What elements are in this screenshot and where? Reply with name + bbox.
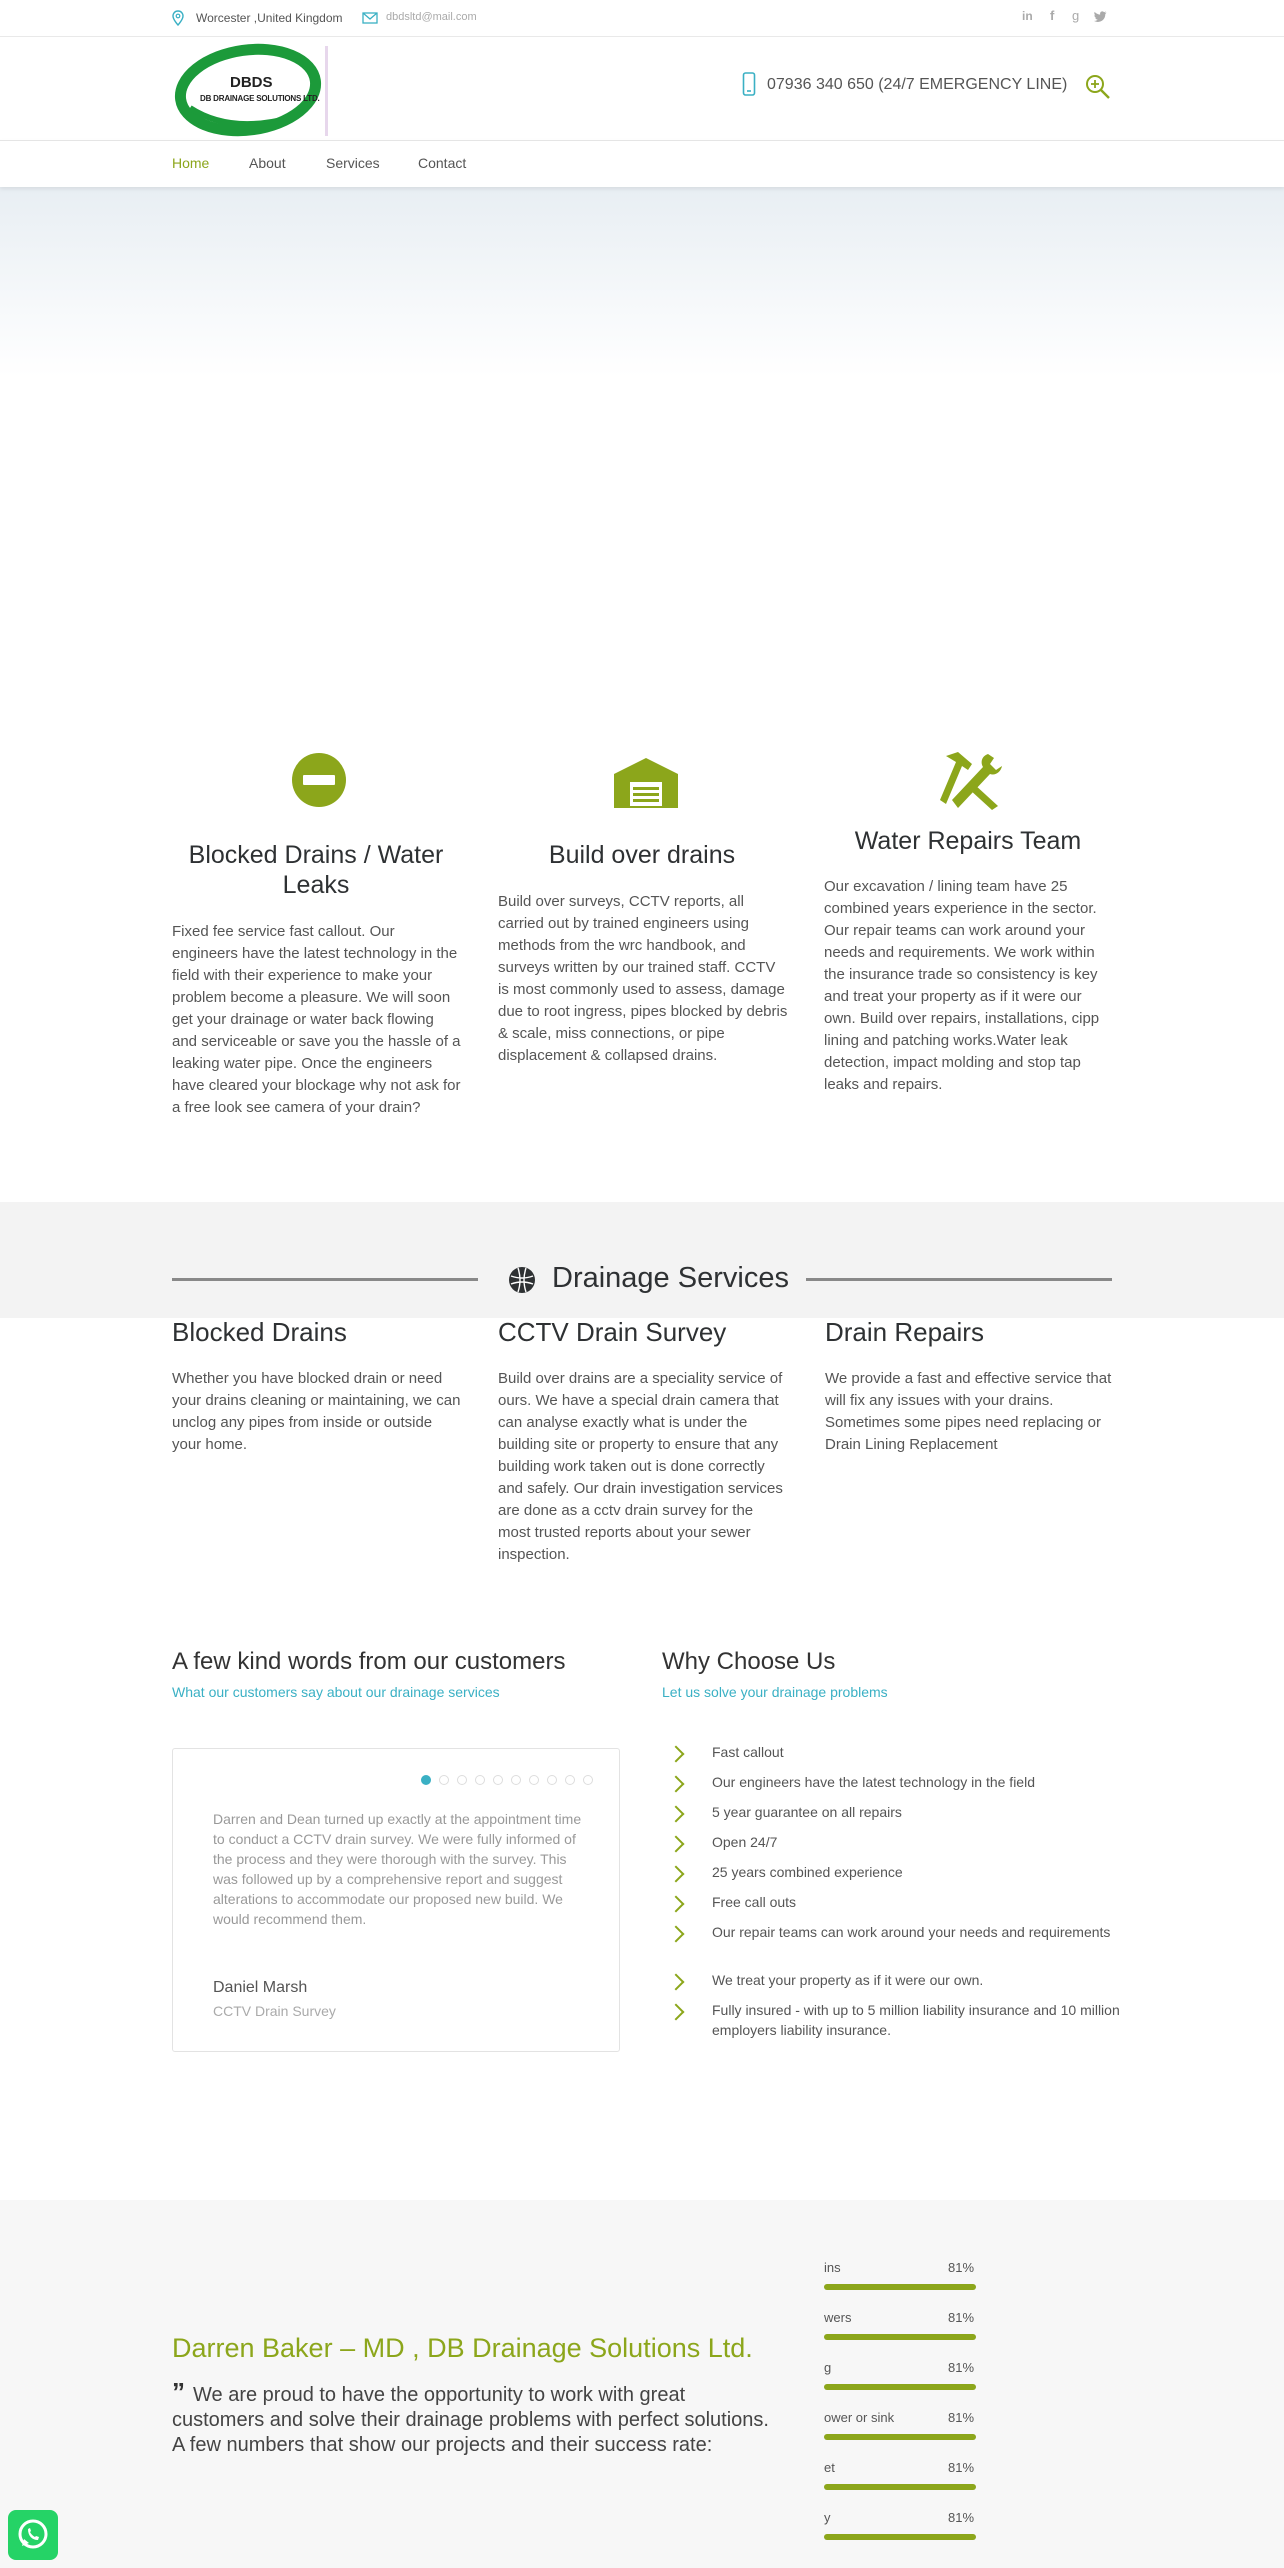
- google-plus-icon[interactable]: g: [1072, 8, 1080, 23]
- stat-bar-fill: [824, 2534, 976, 2540]
- garage-icon: [612, 756, 680, 810]
- why-title: Why Choose Us: [662, 1648, 836, 1675]
- testimonial-card: [172, 1748, 620, 2052]
- chevron-right-icon: [668, 1926, 685, 1943]
- stat-bar-fill: [824, 2484, 976, 2490]
- feature-text-blocked-drains: Fixed fee service fast callout. Our engineers have the latest technology in the field with their experience to make your problem become a pleasure. We will soon get your drainage or water back flowing and serviceable or save you the hassle of a leaking water pipe. Once the engineers have cleared your blockage why not ask for a free look see camera of your drain?: [172, 923, 461, 1116]
- nav-item-contact[interactable]: Contact: [418, 155, 467, 171]
- twitter-icon[interactable]: [1094, 11, 1107, 22]
- stat-bar-track: [824, 2284, 976, 2290]
- chevron-right-icon: [668, 1746, 685, 1763]
- stat-label: ins: [824, 2260, 841, 2275]
- carousel-dot[interactable]: [475, 1775, 485, 1785]
- stat-bar-track: [824, 2534, 976, 2540]
- why-list-item: We treat your property as if it were our own.: [712, 1972, 984, 1988]
- stat-percent: 81%: [948, 2410, 975, 2425]
- stat-label: et: [824, 2460, 835, 2475]
- stat-label: y: [824, 2510, 831, 2525]
- chevron-right-icon: [668, 1866, 685, 1883]
- stat-percent: 81%: [948, 2460, 975, 2475]
- stat-percent: 81%: [948, 2260, 975, 2275]
- search-icon[interactable]: [1085, 74, 1111, 100]
- carousel-dot[interactable]: [511, 1775, 521, 1785]
- chevron-right-icon: [668, 2004, 685, 2021]
- hero-banner: [0, 187, 1284, 377]
- top-bar: [0, 0, 1284, 37]
- nav-item-about[interactable]: About: [249, 155, 286, 171]
- stat-percent: 81%: [948, 2310, 975, 2325]
- carousel-dot[interactable]: [529, 1775, 539, 1785]
- carousel-dot[interactable]: [547, 1775, 557, 1785]
- location-pin-icon: [172, 10, 184, 26]
- service-title-cctv: CCTV Drain Survey: [498, 1317, 727, 1347]
- feature-title-blocked-drains: Blocked Drains / Water Leaks: [188, 841, 444, 899]
- why-list-item: Fast callout: [712, 1744, 784, 1760]
- envelope-icon: [362, 12, 378, 24]
- carousel-dots: [421, 1775, 601, 1787]
- carousel-dot[interactable]: [457, 1775, 467, 1785]
- stat-bar-track: [824, 2484, 976, 2490]
- testimonials-subtitle: What our customers say about our drainage services: [172, 1684, 500, 1700]
- divider-left: [172, 1278, 478, 1281]
- chevron-right-icon: [668, 1974, 685, 1991]
- feature-text-water-repairs: Our excavation / lining team have 25 combined years experience in the sector. Our repair teams can work around your needs and requirements. We work within the insurance trade so consistency is key and treat your property as if it were our own. Build over repairs, installations, cipp lining and patching works.Water leak detection, impact molding and stop tap leaks and repairs.: [824, 878, 1100, 1093]
- service-title-blocked-drains: Blocked Drains: [172, 1317, 347, 1347]
- facebook-icon[interactable]: f: [1050, 8, 1055, 23]
- no-entry-icon: [291, 752, 347, 808]
- stat-label: wers: [824, 2310, 852, 2325]
- feature-title-build-over: Build over drains: [548, 841, 736, 869]
- testimonial-quote: Darren and Dean turned up exactly at the appointment time to conduct a CCTV drain survey. We were fully informed of the process and they were thorough with the survey. This was followed up by a comprehensive report and suggest alterations to accommodate our proposed new build. We would recommend them.: [213, 1811, 582, 1927]
- linkedin-icon[interactable]: in: [1022, 9, 1033, 23]
- mobile-phone-icon: [742, 72, 756, 96]
- whatsapp-icon: [8, 2510, 58, 2560]
- chevron-right-icon: [668, 1776, 685, 1793]
- main-navigation: [0, 140, 1284, 187]
- site-header: [0, 36, 1284, 140]
- stat-bar-fill: [824, 2284, 976, 2290]
- feature-text-build-over: Build over surveys, CCTV reports, all carried out by trained engineers using methods from the wrc handbook, and surveys written by our trained staff. CCTV is most commonly used to assess, damage due to root ingress, pipes blocked by debris & scale, miss connections, or pipe displacement & collapsed drains.: [498, 893, 788, 1064]
- service-text-drain-repairs: We provide a fast and effective service that will fix any issues with your drains. Sometimes some pipes need replacing or Drain Lining Replacement: [825, 1370, 1112, 1453]
- stat-percent: 81%: [948, 2510, 975, 2525]
- why-subtitle: Let us solve your drainage problems: [662, 1684, 888, 1700]
- carousel-dot[interactable]: [565, 1775, 575, 1785]
- stat-bar-track: [824, 2334, 976, 2340]
- nav-item-services[interactable]: Services: [326, 155, 380, 171]
- email-link[interactable]: dbdsltd@mail.com: [386, 11, 477, 23]
- phone-number[interactable]: 07936 340 650 (24/7 EMERGENCY LINE): [767, 76, 1068, 93]
- chevron-right-icon: [668, 1806, 685, 1823]
- why-list: [662, 1742, 1122, 2062]
- stat-bar-track: [824, 2434, 976, 2440]
- why-list-item: 5 year guarantee on all repairs: [712, 1804, 902, 1820]
- company-logo[interactable]: [170, 38, 334, 138]
- md-quote-text: We are proud to have the opportunity to work with great customers and solve their drainage problems with perfect solutions. A few numbers that show our projects and their success rate:: [172, 2384, 769, 2456]
- chevron-right-icon: [668, 1896, 685, 1913]
- testimonial-service: CCTV Drain Survey: [213, 2003, 336, 2019]
- stat-label: ower or sink: [824, 2410, 895, 2425]
- service-text-cctv: Build over drains are a speciality service of ours. We have a special drain camera that can analyse exactly what is under the building site or property to ensure that any building work taken out is done correctly and safely. Our drain investigation services are done as a cctv drain survey for the most trusted reports about your sewer inspection.: [498, 1370, 783, 1563]
- stats-bars: [824, 2260, 976, 2560]
- logo-text-bottom: DB DRAINAGE SOLUTIONS LTD.: [200, 94, 320, 103]
- carousel-dot[interactable]: [421, 1775, 431, 1785]
- service-text-blocked-drains: Whether you have blocked drain or need your drains cleaning or maintaining, we can unclog any pipes from inside or outside your home.: [172, 1370, 461, 1453]
- chevron-right-icon: [668, 1836, 685, 1853]
- location-text: Worcester ,United Kingdom: [196, 11, 343, 25]
- carousel-dot[interactable]: [493, 1775, 503, 1785]
- md-title: Darren Baker – MD , DB Drainage Solutions Ltd.: [172, 2333, 753, 2363]
- why-list-item: Our engineers have the latest technology in the field: [712, 1774, 1035, 1790]
- divider-right: [806, 1278, 1112, 1281]
- stat-label: g: [824, 2360, 832, 2375]
- services-header-band: [0, 1202, 1284, 1318]
- why-list-item: Fully insured - with up to 5 million liability insurance and 10 million employers liability insurance.: [712, 2002, 1120, 2038]
- tools-icon: [938, 750, 1004, 812]
- testimonials-title: A few kind words from our customers: [172, 1648, 566, 1675]
- carousel-dot[interactable]: [583, 1775, 593, 1785]
- testimonial-author: Daniel Marsh: [213, 1979, 308, 1996]
- why-list-item: Open 24/7: [712, 1834, 778, 1850]
- feature-title-water-repairs: Water Repairs Team: [854, 827, 1082, 855]
- why-list-item: Free call outs: [712, 1894, 797, 1910]
- stat-bar-fill: [824, 2384, 976, 2390]
- md-quote: [172, 2377, 782, 2458]
- services-section-title: Drainage Services: [552, 1262, 789, 1294]
- whatsapp-button[interactable]: [8, 2510, 58, 2560]
- basketball-icon: [508, 1266, 536, 1294]
- stat-bar-fill: [824, 2434, 976, 2440]
- stat-bar-fill: [824, 2334, 976, 2340]
- service-title-drain-repairs: Drain Repairs: [825, 1317, 984, 1347]
- nav-item-home[interactable]: Home: [172, 155, 210, 171]
- stat-percent: 81%: [948, 2360, 975, 2375]
- carousel-dot[interactable]: [439, 1775, 449, 1785]
- stat-bar-track: [824, 2384, 976, 2390]
- why-list-item: 25 years combined experience: [712, 1864, 903, 1880]
- why-list-item: Our repair teams can work around your needs and requirements: [712, 1924, 1111, 1940]
- quote-mark-icon: ”: [172, 2377, 185, 2407]
- logo-text-top: DBDS: [230, 74, 273, 91]
